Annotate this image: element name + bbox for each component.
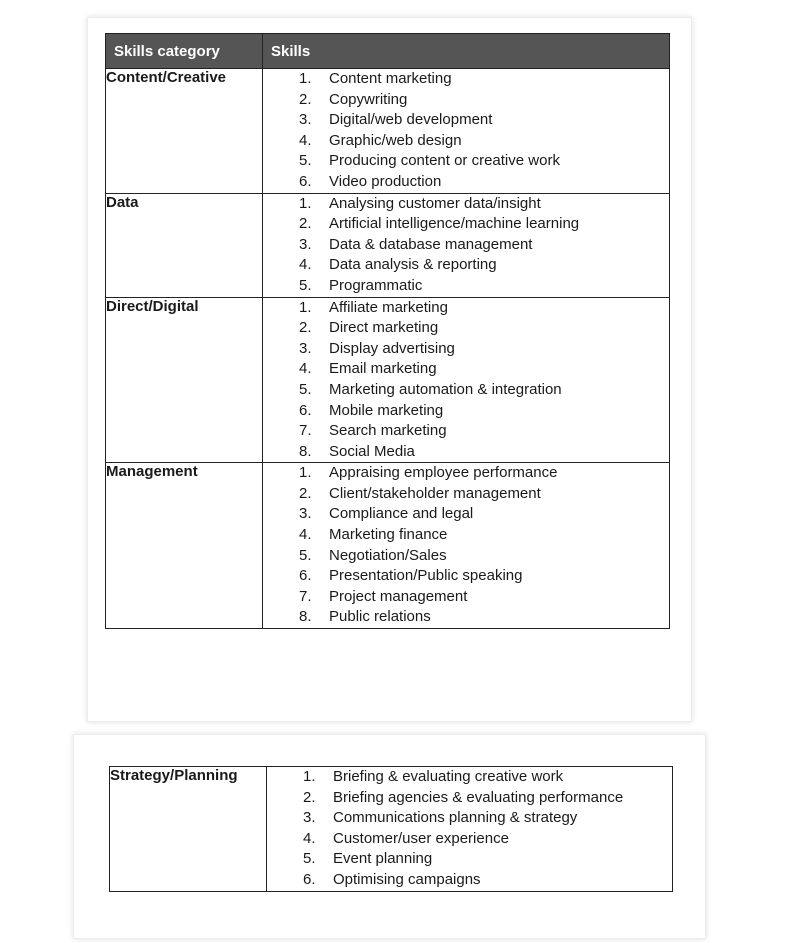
list-item-text: Marketing finance	[329, 526, 448, 544]
list-item-text: Data & database management	[329, 235, 533, 253]
table-row-strategy-planning	[110, 767, 673, 892]
list-item-text: Copywriting	[329, 90, 408, 108]
list-item	[263, 607, 669, 628]
list-item	[263, 90, 669, 111]
table-header-row	[106, 34, 670, 69]
list-item	[263, 235, 669, 256]
list-item-number: 3.	[299, 235, 312, 253]
list-item-number: 1.	[299, 464, 312, 482]
list-item-number: 1.	[299, 298, 312, 316]
list-item-number: 2.	[299, 319, 312, 337]
list-item-text: Marketing automation & integration	[329, 380, 562, 398]
list-item-text: Data analysis & reporting	[329, 256, 497, 274]
list-item-text: Digital/web development	[329, 111, 493, 129]
list-item-text: Compliance and legal	[329, 505, 474, 523]
list-item	[263, 298, 669, 319]
list-item	[263, 276, 669, 297]
skills-table-continued	[109, 766, 673, 892]
list-item-text: Mobile marketing	[329, 401, 444, 419]
list-item-text: Communications planning & strategy	[333, 809, 578, 827]
list-item	[267, 829, 672, 850]
list-item-number: 6.	[299, 172, 312, 190]
category-cell: Data	[106, 193, 263, 297]
list-item	[263, 566, 669, 587]
category-cell: Management	[106, 463, 263, 629]
list-item-number: 1.	[299, 194, 312, 212]
list-item	[267, 767, 672, 788]
list-item-number: 4.	[299, 526, 312, 544]
list-item	[263, 110, 669, 131]
list-item	[263, 463, 669, 484]
list-item-number: 5.	[299, 546, 312, 564]
list-item-text: Public relations	[329, 608, 431, 626]
list-item-text: Briefing & evaluating creative work	[333, 768, 564, 785]
table-row-direct-digital	[106, 297, 670, 463]
list-item-text: Content marketing	[329, 70, 452, 87]
skills-table-continued-card	[73, 734, 706, 939]
list-item-number: 1.	[299, 70, 312, 87]
list-item	[263, 484, 669, 505]
skills-cell	[263, 297, 670, 463]
list-item	[263, 504, 669, 525]
list-item-text: Project management	[329, 587, 468, 605]
list-item-text: Graphic/web design	[329, 131, 462, 149]
skill-list	[263, 463, 669, 628]
list-item	[263, 380, 669, 401]
list-item	[267, 849, 672, 870]
list-item-number: 2.	[299, 484, 312, 502]
header-skills-category: Skills category	[106, 34, 263, 69]
list-item	[263, 587, 669, 608]
list-item	[263, 359, 669, 380]
skills-table	[105, 33, 670, 629]
list-item	[267, 870, 672, 891]
list-item-number: 3.	[303, 809, 316, 827]
list-item-text: Presentation/Public speaking	[329, 567, 523, 585]
list-item-text: Direct marketing	[329, 319, 439, 337]
list-item	[263, 255, 669, 276]
skills-cell	[263, 193, 670, 297]
list-item-text: Social Media	[329, 442, 415, 460]
list-item-number: 8.	[299, 442, 312, 460]
table-row-content-creative	[106, 69, 670, 194]
list-item-number: 3.	[299, 111, 312, 129]
list-item-text: Email marketing	[329, 360, 437, 378]
list-item	[263, 318, 669, 339]
list-item-text: Programmatic	[329, 276, 423, 294]
skills-cell	[267, 767, 673, 892]
list-item-number: 1.	[303, 768, 316, 785]
skill-list	[263, 298, 669, 463]
list-item-text: Event planning	[333, 850, 433, 868]
list-item-number: 3.	[299, 505, 312, 523]
list-item	[263, 401, 669, 422]
list-item	[263, 214, 669, 235]
skills-cell	[263, 69, 670, 194]
list-item-text: Display advertising	[329, 339, 455, 357]
list-item	[263, 442, 669, 463]
list-item-number: 2.	[303, 788, 316, 806]
list-item-number: 6.	[299, 567, 312, 585]
list-item-number: 2.	[299, 215, 312, 233]
list-item-text: Producing content or creative work	[329, 152, 560, 170]
list-item-number: 7.	[299, 587, 312, 605]
list-item-text: Optimising campaigns	[333, 870, 481, 888]
list-item-number: 5.	[299, 276, 312, 294]
list-item-text: Affiliate marketing	[329, 298, 448, 316]
list-item-number: 3.	[299, 339, 312, 357]
list-item-number: 4.	[299, 256, 312, 274]
list-item-text: Briefing agencies & evaluating performance	[333, 788, 624, 806]
list-item	[263, 421, 669, 442]
category-cell: Content/Creative	[106, 69, 263, 194]
list-item-number: 7.	[299, 422, 312, 440]
table-row-data	[106, 193, 670, 297]
list-item-number: 4.	[303, 829, 316, 847]
list-item-number: 2.	[299, 90, 312, 108]
list-item	[267, 808, 672, 829]
skill-list	[263, 194, 669, 297]
list-item-text: Artificial intelligence/machine learning	[329, 215, 580, 233]
list-item-number: 5.	[299, 152, 312, 170]
list-item-text: Appraising employee performance	[329, 464, 558, 482]
list-item-text: Client/stakeholder management	[329, 484, 541, 502]
category-cell: Strategy/Planning	[110, 767, 267, 892]
list-item-text: Negotiation/Sales	[329, 546, 447, 564]
list-item	[263, 172, 669, 193]
list-item-text: Analysing customer data/insight	[329, 194, 541, 212]
skill-list	[263, 69, 669, 193]
table-row-management	[106, 463, 670, 629]
list-item	[263, 546, 669, 567]
skills-cell	[263, 463, 670, 629]
list-item	[267, 788, 672, 809]
list-item-number: 4.	[299, 360, 312, 378]
category-cell: Direct/Digital	[106, 297, 263, 463]
skill-list	[267, 767, 672, 891]
header-skills: Skills	[263, 34, 670, 69]
list-item-text: Search marketing	[329, 422, 447, 440]
list-item-number: 6.	[303, 870, 316, 888]
skills-table-card	[87, 17, 692, 722]
list-item	[263, 339, 669, 360]
list-item-number: 8.	[299, 608, 312, 626]
list-item-number: 5.	[303, 850, 316, 868]
list-item	[263, 69, 669, 90]
list-item-number: 4.	[299, 131, 312, 149]
list-item	[263, 194, 669, 215]
list-item-number: 6.	[299, 401, 312, 419]
list-item	[263, 131, 669, 152]
list-item-text: Video production	[329, 172, 442, 190]
list-item-text: Customer/user experience	[333, 829, 509, 847]
list-item	[263, 525, 669, 546]
list-item	[263, 151, 669, 172]
list-item-number: 5.	[299, 380, 312, 398]
